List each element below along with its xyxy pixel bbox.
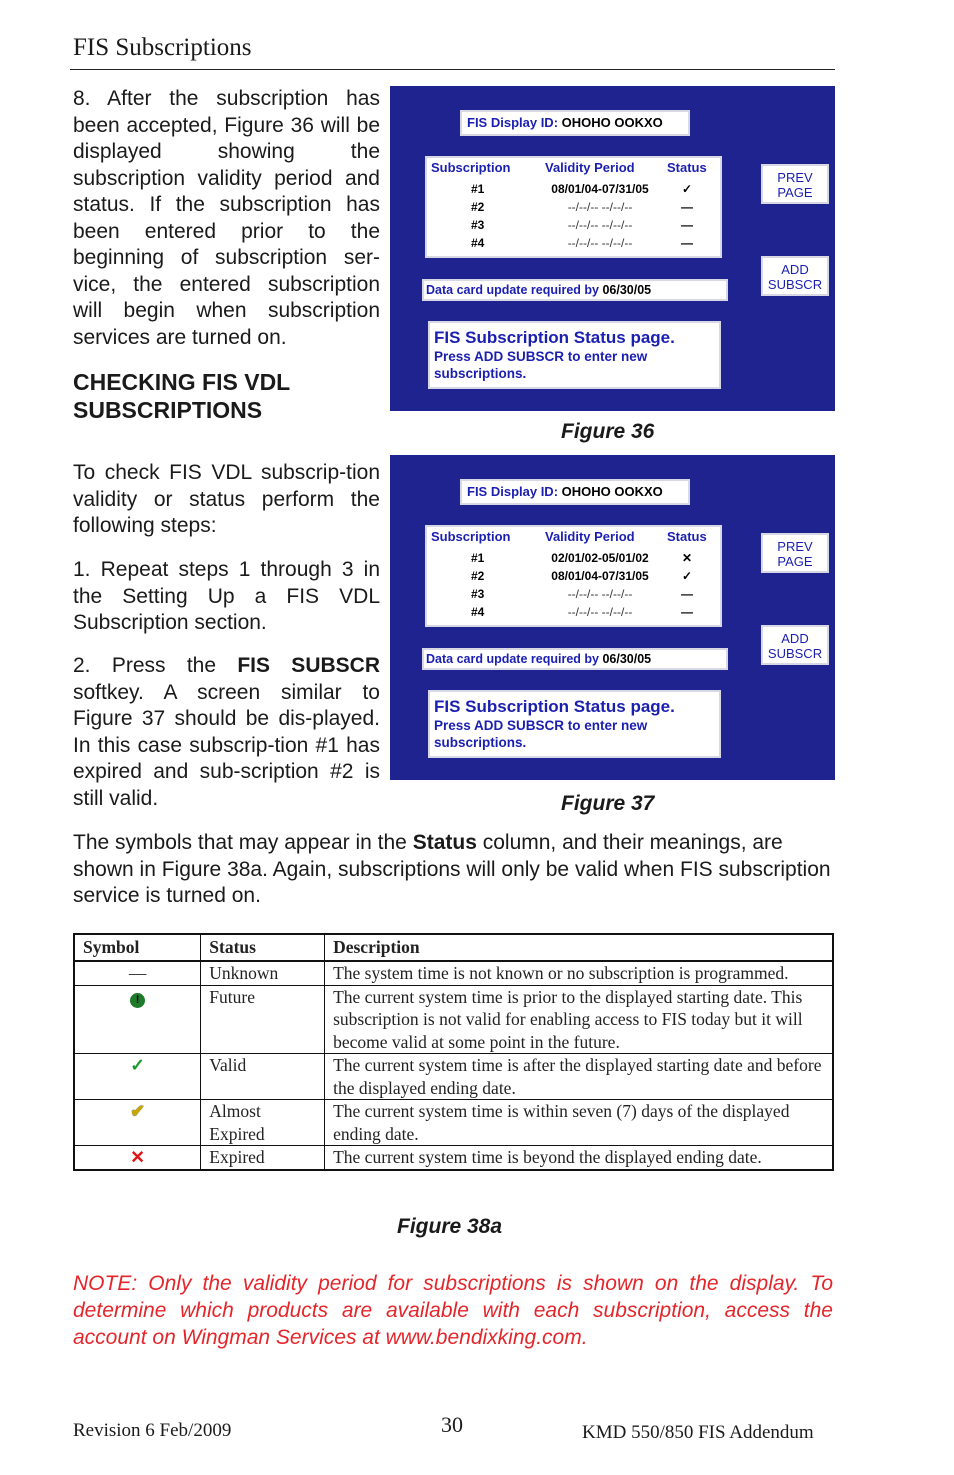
status-message-box — [428, 690, 721, 758]
unknown-dash-icon: — — [128, 963, 147, 983]
footer-page-number: 30 — [441, 1412, 463, 1437]
unknown-dash-icon: — — [681, 605, 693, 619]
header-symbol: Symbol — [74, 934, 201, 961]
col-validity-period: Validity Period — [545, 529, 635, 544]
step-2-suffix: softkey. A screen similar to Figure 37 should be dis-played. In this case subscrip-tion #1 has expired and sub-scription #2 is still valid. — [73, 680, 380, 810]
unknown-dash-icon: — — [681, 236, 693, 250]
status-message-title: FIS Subscription Status page. — [434, 328, 675, 347]
symbol-cell — [74, 961, 201, 985]
validity-period: 08/01/04-07/31/05 — [551, 182, 649, 196]
expired-x-icon: ✕ — [130, 1147, 145, 1167]
header-status: Status — [201, 934, 325, 961]
display-id-value: OHOHO OOKXO — [561, 484, 663, 499]
update-date: 06/30/05 — [602, 652, 652, 666]
symbols-intro-suffix: column, and their meanings, are shown in Figure 38a. Again, subscriptions will only be valid when FIS subscription service is turned on. — [73, 831, 831, 907]
symbol-status-table — [73, 933, 834, 1171]
status-keyword: Status — [412, 831, 477, 854]
subscription-number: #1 — [471, 551, 485, 565]
subscription-number: #3 — [471, 587, 485, 601]
add-subscr-softkey[interactable] — [761, 256, 829, 296]
data-card-update-box — [422, 279, 728, 301]
add-subscr-label-line-1: ADD — [781, 262, 809, 277]
unknown-dash-icon: — — [681, 587, 693, 601]
fis-subscr-key-name: FIS SUBSCR — [237, 654, 380, 677]
figure-37-screen — [390, 455, 835, 780]
description-cell: The current system time is after the displayed starting date and before the displayed ending date. — [325, 1054, 833, 1100]
subscription-number: #2 — [471, 200, 485, 214]
table-row — [74, 1100, 833, 1146]
validity-period: --/--/-- --/--/-- — [567, 236, 633, 250]
display-id-box — [460, 479, 690, 505]
subscription-row — [427, 587, 720, 605]
col-subscription: Subscription — [431, 160, 511, 175]
table-row — [74, 985, 833, 1054]
display-id-label: FIS Display ID: — [467, 115, 559, 130]
display-id-box — [460, 110, 690, 136]
subscription-number: #4 — [471, 236, 485, 250]
subscription-number: #3 — [471, 218, 485, 232]
status-message-line-1: Press ADD SUBSCR to enter new — [434, 349, 648, 364]
update-date: 06/30/05 — [602, 283, 652, 297]
display-id-label: FIS Display ID: — [467, 484, 559, 499]
figure-36-caption: Figure 36 — [561, 420, 655, 443]
figure-36-screen — [390, 86, 835, 411]
status-cell: Unknown — [201, 961, 325, 985]
status-cell: Almost Expired — [201, 1100, 325, 1146]
step-2-prefix: 2. Press the — [73, 654, 217, 677]
subscription-number: #2 — [471, 569, 485, 583]
subscription-number: #1 — [471, 182, 485, 196]
validity-period: --/--/-- --/--/-- — [567, 587, 633, 601]
almost-expired-check-icon: ✔ — [130, 1101, 145, 1121]
header-rule — [70, 69, 835, 70]
update-label: Data card update required by — [426, 652, 599, 666]
subscription-row — [427, 551, 720, 569]
col-status: Status — [667, 529, 707, 544]
subscription-row — [427, 218, 720, 236]
unknown-dash-icon: — — [681, 218, 693, 232]
intro-text: To check FIS VDL subscrip-tion validity or status perform the following steps: — [73, 461, 380, 537]
step-2-text — [73, 653, 380, 812]
valid-check-icon: ✓ — [130, 1055, 145, 1075]
figure-38a-caption: Figure 38a — [397, 1215, 503, 1238]
description-cell: The current system time is beyond the displayed ending date. — [325, 1146, 833, 1170]
subscription-table — [425, 156, 722, 258]
table-row — [74, 961, 833, 985]
subscription-row — [427, 605, 720, 623]
note-text: NOTE: Only the validity period for subscriptions is shown on the display. To determine which products are available with each subscription, access the account on Wingman Services at www.bendixking.com. — [73, 1272, 833, 1349]
col-validity-period: Validity Period — [545, 160, 635, 175]
validity-period: --/--/-- --/--/-- — [567, 605, 633, 619]
add-subscr-label-line-1: ADD — [781, 631, 809, 646]
valid-check-icon: ✓ — [681, 569, 693, 583]
footer-document-title: KMD 550/850 FIS Addendum — [582, 1422, 814, 1443]
status-cell: Valid — [201, 1054, 325, 1100]
validity-period: 02/01/02-05/01/02 — [551, 551, 649, 565]
subscription-table — [425, 525, 722, 627]
data-card-update-box — [422, 648, 728, 670]
subscription-row — [427, 200, 720, 218]
description-cell: The system time is not known or no subscription is programmed. — [325, 961, 833, 985]
subscription-row — [427, 569, 720, 587]
footer-revision: Revision 6 Feb/2009 — [73, 1420, 232, 1441]
section-heading — [73, 368, 380, 424]
prev-page-label-line-2: PAGE — [777, 185, 813, 200]
update-label: Data card update required by — [426, 283, 599, 297]
future-exclamation-icon: ! — [130, 993, 145, 1008]
section-heading-line-1: CHECKING FIS VDL — [73, 369, 291, 395]
symbol-cell — [74, 1100, 201, 1146]
step-1-text: 1. Repeat steps 1 through 3 in the Setting Up a FIS VDL Subscription section. — [73, 558, 380, 634]
status-message-line-2: subscriptions. — [434, 735, 527, 750]
symbols-intro-prefix: The symbols that may appear in the — [73, 831, 407, 854]
validity-period: --/--/-- --/--/-- — [567, 218, 633, 232]
prev-page-label-line-1: PREV — [777, 170, 813, 185]
expired-x-icon: ✕ — [681, 551, 693, 565]
symbol-cell — [74, 1146, 201, 1170]
status-message-title: FIS Subscription Status page. — [434, 697, 675, 716]
table-row — [74, 1054, 833, 1100]
status-message-line-2: subscriptions. — [434, 366, 527, 381]
symbol-cell — [74, 1054, 201, 1100]
prev-page-label-line-1: PREV — [777, 539, 813, 554]
add-subscr-softkey[interactable] — [761, 625, 829, 665]
symbol-cell — [74, 985, 201, 1054]
add-subscr-label-line-2: SUBSCR — [767, 646, 823, 661]
validity-period: --/--/-- --/--/-- — [567, 200, 633, 214]
display-id-value: OHOHO OOKXO — [561, 115, 663, 130]
status-cell: Expired — [201, 1146, 325, 1170]
status-message-box — [428, 321, 721, 389]
header-description: Description — [325, 934, 833, 961]
description-cell: The current system time is within seven (7) days of the displayed ending date. — [325, 1100, 833, 1146]
figure-37-caption: Figure 37 — [561, 792, 655, 815]
col-subscription: Subscription — [431, 529, 511, 544]
prev-page-softkey[interactable] — [761, 533, 829, 573]
table-header-row — [74, 934, 833, 961]
prev-page-softkey[interactable] — [761, 164, 829, 204]
status-cell: Future — [201, 985, 325, 1054]
valid-check-icon: ✓ — [681, 182, 693, 196]
prev-page-label-line-2: PAGE — [777, 554, 813, 569]
section-heading-line-2: SUBSCRIPTIONS — [73, 397, 263, 423]
description-cell: The current system time is prior to the displayed starting date. This subscription is not valid for enabling access to FIS today but it will become valid at some point in the future. — [325, 985, 833, 1054]
subscription-row — [427, 236, 720, 254]
col-status: Status — [667, 160, 707, 175]
symbols-intro-text — [73, 830, 833, 910]
unknown-dash-icon: — — [681, 200, 693, 214]
step-8-text: 8. After the subscription has been accepted, Figure 36 will be displayed showing the subscription validity period and status. If the subscription has been entered prior to the beginning of subscription ser-vice, the entered subscription will begin when subscription services are turned on. — [73, 87, 380, 349]
add-subscr-label-line-2: SUBSCR — [767, 277, 823, 292]
page-header-title: FIS Subscriptions — [73, 34, 252, 61]
subscription-number: #4 — [471, 605, 485, 619]
validity-period: 08/01/04-07/31/05 — [551, 569, 649, 583]
subscription-row — [427, 182, 720, 200]
status-message-line-1: Press ADD SUBSCR to enter new — [434, 718, 648, 733]
table-row — [74, 1146, 833, 1170]
